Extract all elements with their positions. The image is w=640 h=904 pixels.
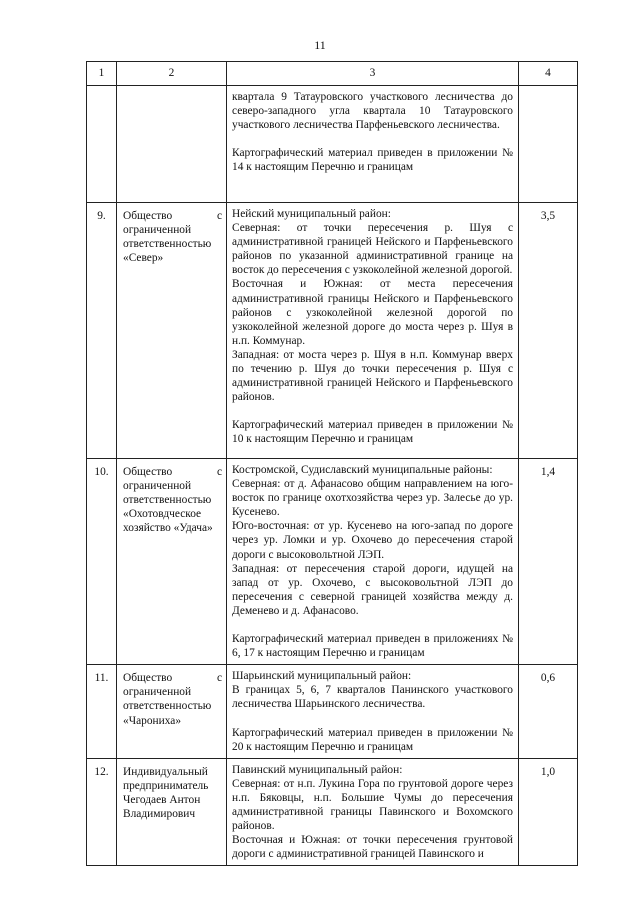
column-header: 2	[117, 62, 227, 86]
row-number	[87, 86, 117, 203]
row-number: 12.	[87, 758, 117, 866]
boundary-text: Западная: от пересечения старой дороги, идущей на запад от ур. Охочево, с высоковольтной ЛЭП до пересечения с северной границей хозяйства между д. Деменево и д. Афанасово.	[232, 562, 513, 617]
area-value: 3,5	[519, 203, 578, 459]
organization-cell	[117, 86, 227, 203]
table-row	[87, 459, 578, 665]
boundary-text: Костромской, Судиславский муниципальные районы:	[232, 464, 493, 476]
table-row	[87, 203, 578, 459]
boundary-text: Восточная и Южная: от точки пересечения грунтовой дороги с административной границей Павинского и	[232, 834, 513, 861]
organization-name: с	[216, 672, 222, 685]
organization-name: Общество	[123, 466, 173, 478]
boundary-text: В границах 5, 6, 7 кварталов Панинского участкового лесничества Шарьинского лесничества.	[232, 684, 513, 711]
cartography-note: Картографический материал приведен в приложении № 14 к настоящим Перечню и границам	[232, 147, 513, 174]
boundary-description	[227, 665, 519, 758]
boundary-text: Павинский муниципальный район:	[232, 763, 403, 776]
column-header: 4	[519, 62, 578, 86]
column-header: 3	[227, 62, 519, 86]
organization-name: ограниченной ответственностью «Север»	[123, 224, 212, 265]
area-value: 1,0	[519, 758, 578, 866]
boundary-description	[227, 203, 519, 459]
cartography-note: Картографический материал приведен в приложениях № 6, 17 к настоящим Перечню и границам	[232, 633, 513, 660]
boundary-text: Юго-восточная: от ур. Кусенево на юго-запад по дороге через ур. Ломки и ур. Охочево до пересечения старой дороги с высоковольтной ЛЭП.	[232, 520, 513, 561]
area-value: 0,6	[519, 665, 578, 758]
area-value: 1,4	[519, 459, 578, 665]
organization-cell	[117, 203, 227, 459]
boundary-text: Западная: от моста через р. Шуя в н.п. Коммунар вверх по течению р. Шуя до точки пересечения р. Шуя с административной границей Нейского и Парфеньевского районов.	[232, 348, 513, 404]
organization-name: ограниченной ответственностью «Охотовдческое хозяйство «Удача»	[123, 480, 213, 535]
table-row	[87, 86, 578, 203]
organization-name: Общество	[123, 210, 173, 222]
cartography-note: Картографический материал приведен в приложении № 20 к настоящим Перечню и границам	[232, 726, 513, 753]
page-number: 11	[314, 38, 326, 52]
boundary-description	[227, 459, 519, 665]
table-row	[87, 758, 578, 866]
organization-name: Индивидуальный	[123, 765, 208, 778]
hunting-grounds-table	[86, 61, 578, 866]
boundary-text: Северная: от н.п. Лукина Гора по грунтовой дороге через н.п. Бяковцы, н.п. Большие Чумы до пересечения административной границы Павинского и Вохомского районов.	[232, 777, 513, 833]
boundary-text: Северная: от д. Афанасово общим направлением на юго-восток по границе охотхозяйства через ур. Залесье до ур. Кусенево.	[232, 478, 513, 519]
table-header-row	[87, 62, 578, 86]
cartography-note: Картографический материал приведен в приложении № 10 к настоящим Перечню и границам	[232, 419, 513, 446]
row-number: 10.	[87, 459, 117, 665]
organization-name: ограниченной ответственностью «Чарониха»	[123, 686, 212, 727]
boundary-text: Нейский муниципальный район:	[232, 208, 391, 220]
boundary-text: Северная: от точки пересечения р. Шуя с административной границей Нейского и Парфеньевского районов по указанной административной границе на восток до пересечения с узкоколейной железной дорогой.	[232, 222, 513, 277]
boundary-description	[227, 758, 519, 866]
organization-cell	[117, 459, 227, 665]
organization-name: предприниматель Чегодаев Антон Владимирович	[123, 779, 209, 820]
organization-name: Общество	[123, 672, 173, 685]
table-row	[87, 665, 578, 758]
organization-cell	[117, 758, 227, 866]
area-value	[519, 86, 578, 203]
organization-cell	[117, 665, 227, 758]
organization-name: с	[216, 466, 222, 478]
boundary-text: Восточная и Южная: от места пересечения административной границы Нейского и Парфеньевского районов с узкоколейной железной дорогой по узкоколейной железной дороге до моста через р. Шуя в н.п. Коммунар.	[232, 278, 513, 347]
boundary-text: Шарьинский муниципальный район:	[232, 670, 412, 683]
boundary-text: квартала 9 Татауровского участкового лесничества до северо-западного угла квартала 10 Татауровского участкового лесничества Парфеньевского лесничества.	[232, 91, 513, 132]
row-number: 9.	[87, 203, 117, 459]
row-number: 11.	[87, 665, 117, 758]
boundary-description	[227, 86, 519, 203]
column-header: 1	[87, 62, 117, 86]
organization-name: с	[216, 210, 222, 222]
